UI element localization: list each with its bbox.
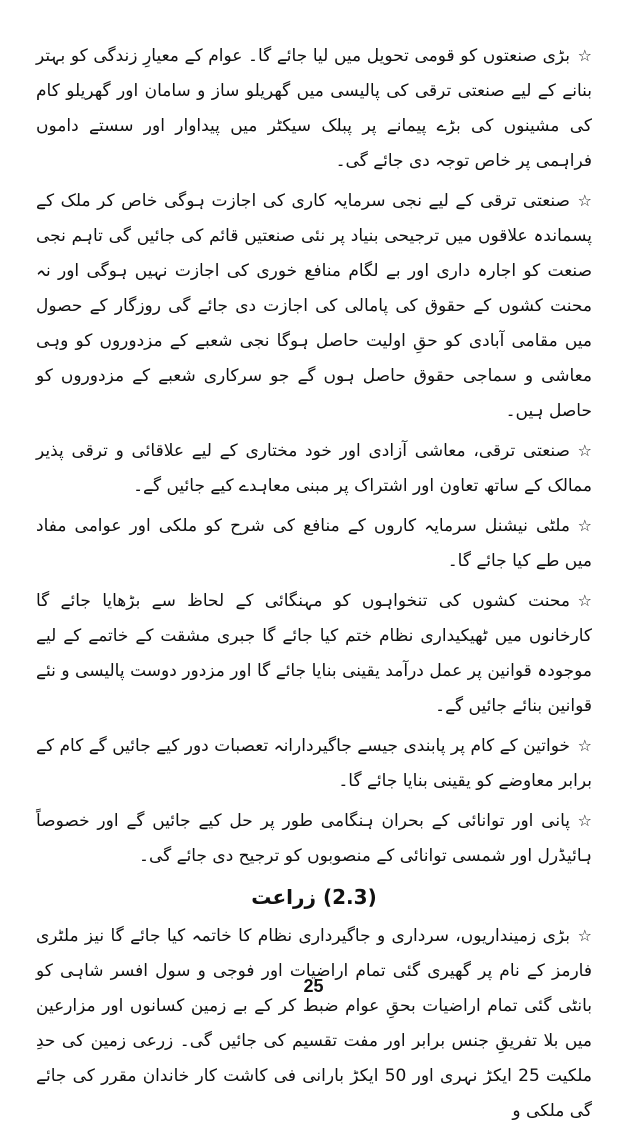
star-outline-icon: ☆ xyxy=(577,811,592,830)
paragraph-text: خواتین کے کام پر پابندی جیسے جاگیردارانہ تعصبات دور کیے جائیں گے کام کے برابر معاوضے کو یقینی بنایا جائے گا۔ xyxy=(36,736,592,791)
paragraph-7 xyxy=(36,803,592,874)
paragraph-text: محنت کشوں کی تنخواہوں کو مہنگائی کے لحاظ سے بڑھایا جائے گا کارخانوں میں ٹھیکیداری نظام ختم کیا جائے گا جبری مشقت کے خاتمے کے لیے موجودہ قوانین پر عمل درآمد یقینی بنایا جائے گا اور مزدور دوست پالیسی و نئے قوانین بنائے جائیں گے۔ xyxy=(36,591,592,716)
paragraph-2 xyxy=(36,183,592,429)
paragraph-3 xyxy=(36,433,592,504)
star-outline-icon: ☆ xyxy=(577,926,592,945)
paragraph-4 xyxy=(36,508,592,579)
page-number: 25 xyxy=(303,976,324,996)
star-outline-icon: ☆ xyxy=(577,736,592,755)
paragraph-text: صنعتی ترقی، معاشی آزادی اور خود مختاری کے لیے علاقائی و ترقی پذیر ممالک کے ساتھ تعاون اور اشتراک پر مبنی معاہدے کیے جائیں گے۔ xyxy=(36,441,592,496)
star-outline-icon: ☆ xyxy=(577,441,592,460)
paragraph-5 xyxy=(36,583,592,724)
document-page xyxy=(36,38,592,1121)
star-outline-icon: ☆ xyxy=(577,191,592,210)
paragraph-6 xyxy=(36,728,592,799)
paragraph-text: بڑی صنعتوں کو قومی تحویل میں لیا جائے گا۔ عوام کے معیارِ زندگی کو بہتر بنانے کے لیے صنعتی ترقی کی پالیسی میں گھریلو ساز و سامان اور گھریلو کام کی مشینوں کی بڑے پیمانے پر پبلک سیکٹر میں پیداوار اور سستے داموں فراہمی پر خاص توجہ دی جائے گی۔ xyxy=(36,46,592,171)
paragraph-1 xyxy=(36,38,592,179)
section-heading-agriculture: (2.3) زراعت xyxy=(251,885,377,909)
paragraph-text: صنعتی ترقی کے لیے نجی سرمایہ کاری کی اجازت ہوگی خاص کر ملک کے پسماندہ علاقوں میں ترجیحی بنیاد پر نئی صنعتیں قائم کی جائیں گی تاہم نجی صنعت کو اجارہ داری اور بے لگام منافع خوری کی اجازت نہیں ہوگی اور نہ محنت کشوں کے حقوق کی پامالی کی اجازت دی جائے گی روزگار کے حصول میں مقامی آبادی کو حقِ اولیت حاصل ہوگا نجی شعبے کے مزدوروں کو وہی معاشی و سماجی حقوق حاصل ہوں گے جو سرکاری شعبے کے مزدوروں کو حاصل ہیں۔ xyxy=(36,191,592,421)
paragraph-text: پانی اور توانائی کے بحران ہنگامی طور پر حل کیے جائیں گے اور خصوصاً ہائیڈرل اور شمسی توانائی کے منصوبوں کو ترجیح دی جائے گی۔ xyxy=(36,811,592,866)
paragraph-text: بڑی زمینداریوں، سرداری و جاگیرداری نظام کا خاتمہ کیا جائے گا نیز ملٹری فارمز کے نام پر گھیری گئی تمام اراضیات اور فوجی و سول افسر شاہی کو بانٹی گئی تمام اراضیات بحقِ عوام ضبط کر کے بے زمین کسانوں اور مزارعین میں بلا تفریقِ جنس برابر اور مفت تقسیم کی جائیں گی۔ زرعی زمین کی حدِ ملکیت 25 ایکڑ نہری اور 50 ایکڑ بارانی فی کاشت کار خاندان مقرر کی جائے گی ملکی و xyxy=(36,926,592,1121)
star-outline-icon: ☆ xyxy=(577,46,592,65)
paragraph-text: ملٹی نیشنل سرمایہ کاروں کے منافع کی شرح کو ملکی اور عوامی مفاد میں طے کیا جائے گا۔ xyxy=(36,516,592,571)
star-outline-icon: ☆ xyxy=(577,591,592,610)
star-outline-icon: ☆ xyxy=(577,516,592,535)
